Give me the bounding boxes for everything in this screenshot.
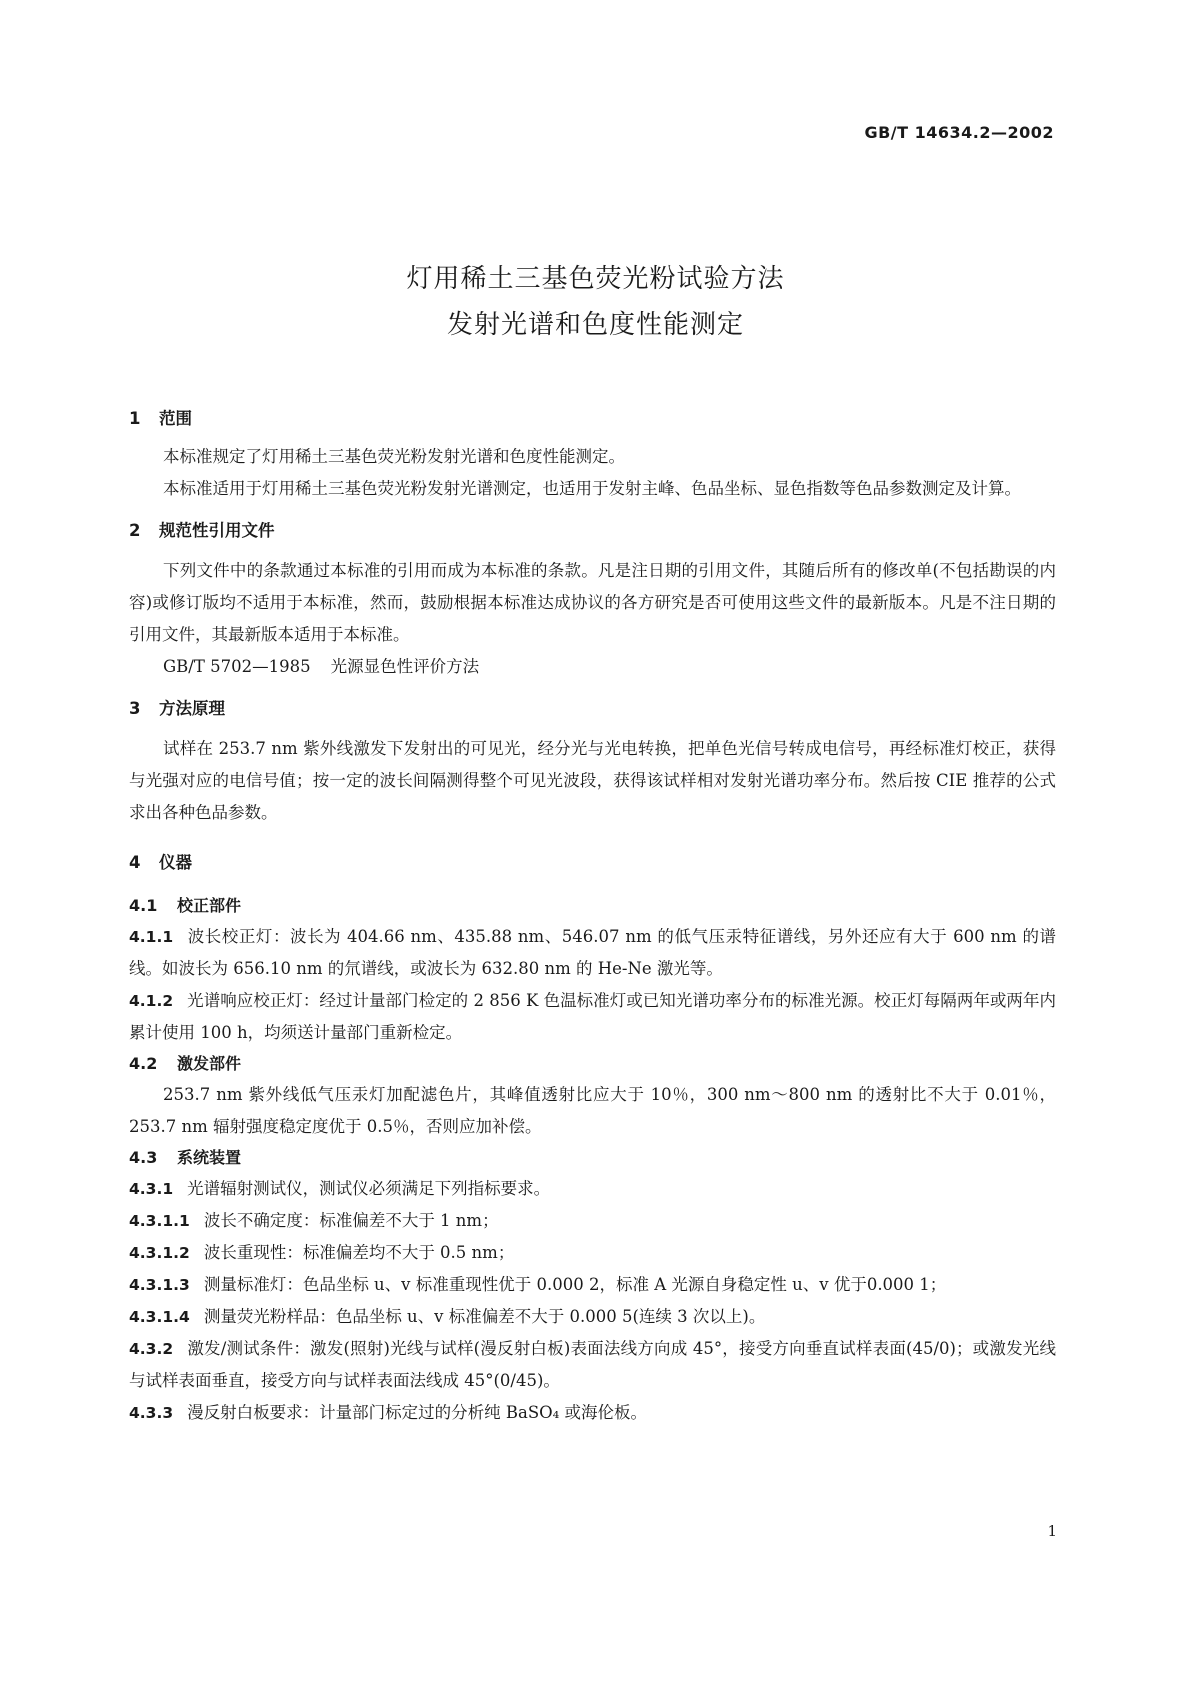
- clause-text: 波长不确定度：标准偏差不大于 1 nm；: [203, 1211, 499, 1230]
- section-number: 3: [129, 699, 141, 718]
- clause-4-1-2: [129, 985, 1056, 1049]
- section-2-heading: [129, 517, 1056, 545]
- clause-text: 激发/测试条件：激发(照射)光线与试样(漫反射白板)表面法线方向成 45°，接受方向垂直试样表面(45/0)；或激发光线与试样表面垂直，接受方向与试样表面法线成 45°(0/45)。: [129, 1339, 1056, 1390]
- subsection-4-1-heading: [129, 891, 1056, 921]
- clause-text: 波长校正灯：波长为 404.66 nm、435.88 nm、546.07 nm 的低气压汞特征谱线，另外还应有大于 600 nm 的谱线。如波长为 656.10 nm 的氘谱线，或波长为 632.80 nm 的 He-Ne 激光等。: [129, 927, 1056, 978]
- paragraph: 下列文件中的条款通过本标准的引用而成为本标准的条款。凡是注日期的引用文件，其随后所有的修改单(不包括勘误的内容)或修订版均不适用于本标准，然而，鼓励根据本标准达成协议的各方研究是否可使用这些文件的最新版本。凡是不注日期的引用文件，其最新版本适用于本标准。: [129, 561, 1056, 644]
- clause-text: 测量标准灯：色品坐标 u、v 标准重现性优于 0.000 2，标准 A 光源自身稳定性 u、v 优于0.000 1；: [203, 1275, 947, 1294]
- subsection-title: 系统装置: [177, 1148, 242, 1167]
- section-number: 2: [129, 521, 141, 540]
- clause-text: 波长重现性：标准偏差均不大于 0.5 nm；: [203, 1243, 515, 1262]
- reference-code: GB/T 5702—1985: [163, 657, 311, 676]
- subsection-4-3-heading: [129, 1143, 1056, 1173]
- clause-number: 4.1.1: [129, 928, 174, 946]
- subsection-number: 4.3: [129, 1148, 158, 1167]
- clause-number: 4.3.1.2: [129, 1244, 190, 1262]
- reference-title: 光源显色性评价方法: [330, 657, 480, 676]
- section-number: 1: [129, 409, 141, 428]
- section-title: 方法原理: [159, 699, 225, 718]
- standard-code: GB/T 14634.2—2002: [864, 123, 1054, 142]
- document-subtitle: 发射光谱和色度性能测定: [446, 310, 744, 340]
- clause-4-1-1: [129, 921, 1056, 985]
- clause-4-3-1-1: [129, 1205, 1056, 1237]
- clause-4-3-2: [129, 1333, 1056, 1397]
- clause-4-3-1-3: [129, 1269, 1056, 1301]
- section-title: 范围: [159, 409, 192, 428]
- clause-number: 4.3.3: [129, 1404, 174, 1422]
- section-3-heading: [129, 695, 1056, 723]
- page-number: 1: [1047, 1522, 1057, 1540]
- clause-4-3-1-4: [129, 1301, 1056, 1333]
- clause-number: 4.3.2: [129, 1340, 174, 1358]
- section-title: 规范性引用文件: [159, 521, 275, 540]
- clause-text: 光谱辐射测试仪，测试仪必须满足下列指标要求。: [187, 1179, 551, 1198]
- document-body: [129, 405, 1056, 1429]
- clause-4-3-1: [129, 1173, 1056, 1205]
- clause-text: 光谱响应校正灯：经过计量部门检定的 2 856 K 色温标准灯或已知光谱功率分布的标准光源。校正灯每隔两年或两年内累计使用 100 h，均须送计量部门重新检定。: [129, 991, 1056, 1042]
- clause-number: 4.1.2: [129, 992, 174, 1010]
- paragraph: 本标准规定了灯用稀土三基色荧光粉发射光谱和色度性能测定。: [163, 447, 625, 466]
- section-1-heading: [129, 405, 1056, 433]
- paragraph: 试样在 253.7 nm 紫外线激发下发射出的可见光，经分光与光电转换，把单色光信号转成电信号，再经标准灯校正，获得与光强对应的电信号值；按一定的波长间隔测得整个可见光波段，获得该试样相对发射光谱功率分布。然后按 CIE 推荐的公式求出各种色品参数。: [129, 739, 1056, 822]
- clause-text: 测量荧光粉样品：色品坐标 u、v 标准偏差不大于 0.000 5(连续 3 次以上)。: [203, 1307, 766, 1326]
- subsection-4-2-heading: [129, 1049, 1056, 1079]
- section-title: 仪器: [159, 853, 192, 872]
- section-4-heading: [129, 849, 1056, 877]
- paragraph: 253.7 nm 紫外线低气压汞灯加配滤色片，其峰值透射比应大于 10％，300 nm～800 nm 的透射比不大于 0.01％，253.7 nm 辐射强度稳定度优于 0.5％，否则应加补偿。: [129, 1085, 1056, 1136]
- subsection-number: 4.2: [129, 1054, 158, 1073]
- clause-number: 4.3.1.3: [129, 1276, 190, 1294]
- clause-number: 4.3.1: [129, 1180, 174, 1198]
- subsection-title: 激发部件: [177, 1054, 242, 1073]
- clause-4-3-1-2: [129, 1237, 1056, 1269]
- section-number: 4: [129, 853, 141, 872]
- clause-4-3-3: [129, 1397, 1056, 1429]
- subsection-title: 校正部件: [177, 896, 242, 915]
- clause-number: 4.3.1.4: [129, 1308, 190, 1326]
- subsection-number: 4.1: [129, 896, 158, 915]
- clause-number: 4.3.1.1: [129, 1212, 190, 1230]
- document-title: 灯用稀土三基色荧光粉试验方法: [406, 264, 785, 294]
- paragraph: 本标准适用于灯用稀土三基色荧光粉发射光谱测定，也适用于发射主峰、色品坐标、显色指数等色品参数测定及计算。: [163, 479, 1021, 498]
- normative-reference: [129, 651, 1056, 683]
- clause-text: 漫反射白板要求：计量部门标定过的分析纯 BaSO₄ 或海伦板。: [187, 1403, 648, 1422]
